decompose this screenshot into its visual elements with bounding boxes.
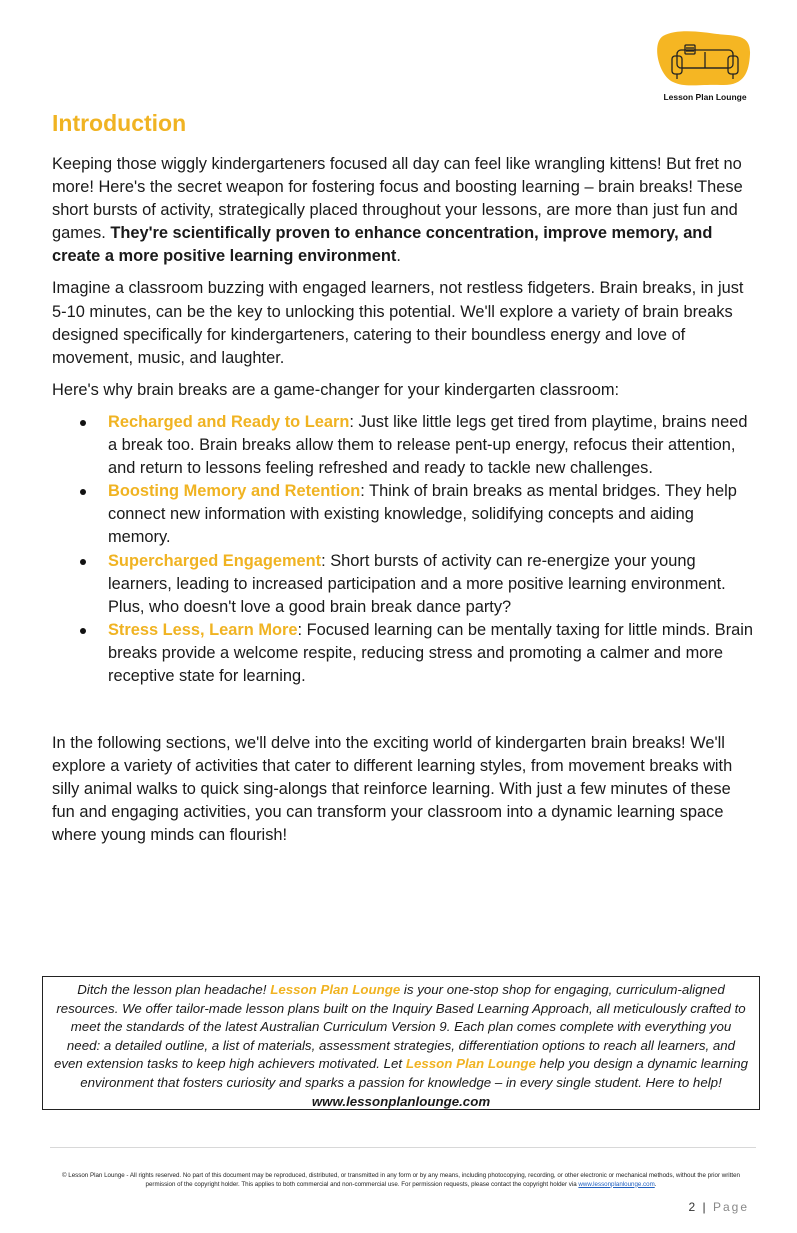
bullet-icon xyxy=(80,559,86,565)
benefit-text: : Just like little legs get tired from playtime, brains need a break too. Brain breaks allow them to release pent-up energy, refocus their attention, and return to lessons feeling refreshed and ready to tackle new challenges. xyxy=(108,412,748,478)
intro-paragraph-3: Here's why brain breaks are a game-changer for your kindergarten classroom: xyxy=(52,380,620,399)
promo-url-link[interactable]: www.lessonplanlounge.com xyxy=(311,1093,491,1109)
benefit-text: : Think of brain breaks as mental bridges. They help connect new information with existing knowledge, solidifying concepts and aiding memory. xyxy=(108,482,737,547)
list-item xyxy=(52,550,754,619)
closing-paragraph: In the following sections, we'll delve into the exciting world of kindergarten brain breaks! We'll explore a variety of activities that cater to different learning styles, from movement breaks with silly animal walks to quick sing-alongs that reinforce learning. With just a few minutes of these fun and engaging activities, you can transform your classroom into a dynamic learning space where young minds can flourish! xyxy=(52,734,733,845)
intro-bold-claim: They're scientifically proven to enhance concentration, improve memory, and create a more positive learning environment xyxy=(52,224,713,266)
logo-text: Lesson Plan Lounge xyxy=(663,92,747,102)
copyright-notice xyxy=(55,1172,747,1189)
promo-brand: Lesson Plan Lounge xyxy=(270,982,401,997)
list-item xyxy=(52,619,754,688)
footer-divider xyxy=(50,1147,756,1148)
copyright-link[interactable]: www.lessonplanlounge.com xyxy=(578,1180,655,1188)
intro-text-start: Keeping those wiggly kindergarteners focused all day can feel like wrangling kittens! But fret no more! Here's the secret weapon for fostering focus and boosting learning – brain breaks! These short bursts of activity, strategically placed throughout your lessons, are more than just fun and games. xyxy=(52,155,743,243)
bullet-icon xyxy=(80,628,86,634)
copyright-end: . xyxy=(654,1180,657,1188)
intro-paragraph-2: Imagine a classroom buzzing with engaged learners, not restless fidgeters. Brain breaks, in just 5-10 minutes, can be the key to unlocking this potential. We'll explore a variety of brain breaks designed specifically for kindergarteners, catering to their boundless energy and love of movement, music, and laughter. xyxy=(52,279,744,367)
intro-text-end: . xyxy=(396,247,401,266)
benefit-text: : Focused learning can be mentally taxing for little minds. Brain breaks provide a welcome respite, reducing stress and promoting a calmer and more receptive state for learning. xyxy=(108,620,754,685)
promo-brand: Lesson Plan Lounge xyxy=(405,1056,536,1072)
page-number-value: 2 xyxy=(688,1200,698,1214)
benefits-list xyxy=(52,411,754,688)
benefit-title: Stress Less, Learn More xyxy=(108,620,298,639)
bullet-icon xyxy=(80,489,86,495)
page-label: Page xyxy=(712,1200,749,1214)
page-number xyxy=(688,1200,749,1214)
promo-text: Ditch the lesson plan headache! xyxy=(77,982,271,997)
promo-box xyxy=(42,976,760,1110)
promo-text: help you design a dynamic learning environment that fosters curiosity and sparks a passion for knowledge – in every single student. Here to help! xyxy=(80,1056,749,1090)
benefit-text: : Short bursts of activity can re-energize your young learners, leading to increased participation and a more positive learning environment. Plus, who doesn't love a good brain break dance party? xyxy=(108,551,726,616)
brand-logo xyxy=(655,30,755,105)
page-title: Introduction xyxy=(52,110,187,136)
benefit-title: Supercharged Engagement xyxy=(108,551,322,570)
list-item xyxy=(52,411,754,480)
promo-text: is your one-stop shop for engaging, curriculum-aligned resources. We offer tailor-made lesson plans built on the Inquiry Based Learning Approach, all meticulously crafted to meet the standards of the latest Australian Curriculum Version 9. Each plan comes complete with everything you need: a detailed outline, a list of materials, assessment strategies, differentiation options to reach all learners, and even extension tasks to keep high achievers motivated. Let xyxy=(53,982,746,1072)
copyright-text: © Lesson Plan Lounge - All rights reserved. No part of this document may be reproduced, distributed, or transmitted in any form or by any means, including photocopying, recording, or other electronic or mechanical methods, without the prior written permission of the copyright holder. This applies to both commercial and non-commercial use. For permission requests, please contact the copyright holder via xyxy=(62,1172,740,1188)
benefit-title: Boosting Memory and Retention xyxy=(108,482,361,501)
list-item xyxy=(52,480,754,549)
intro-paragraph-1 xyxy=(52,153,754,268)
sofa-icon xyxy=(655,30,755,92)
page-separator: | xyxy=(697,1200,713,1214)
main-content xyxy=(52,153,754,857)
bullet-icon xyxy=(80,420,86,426)
benefit-title: Recharged and Ready to Learn xyxy=(108,412,350,431)
